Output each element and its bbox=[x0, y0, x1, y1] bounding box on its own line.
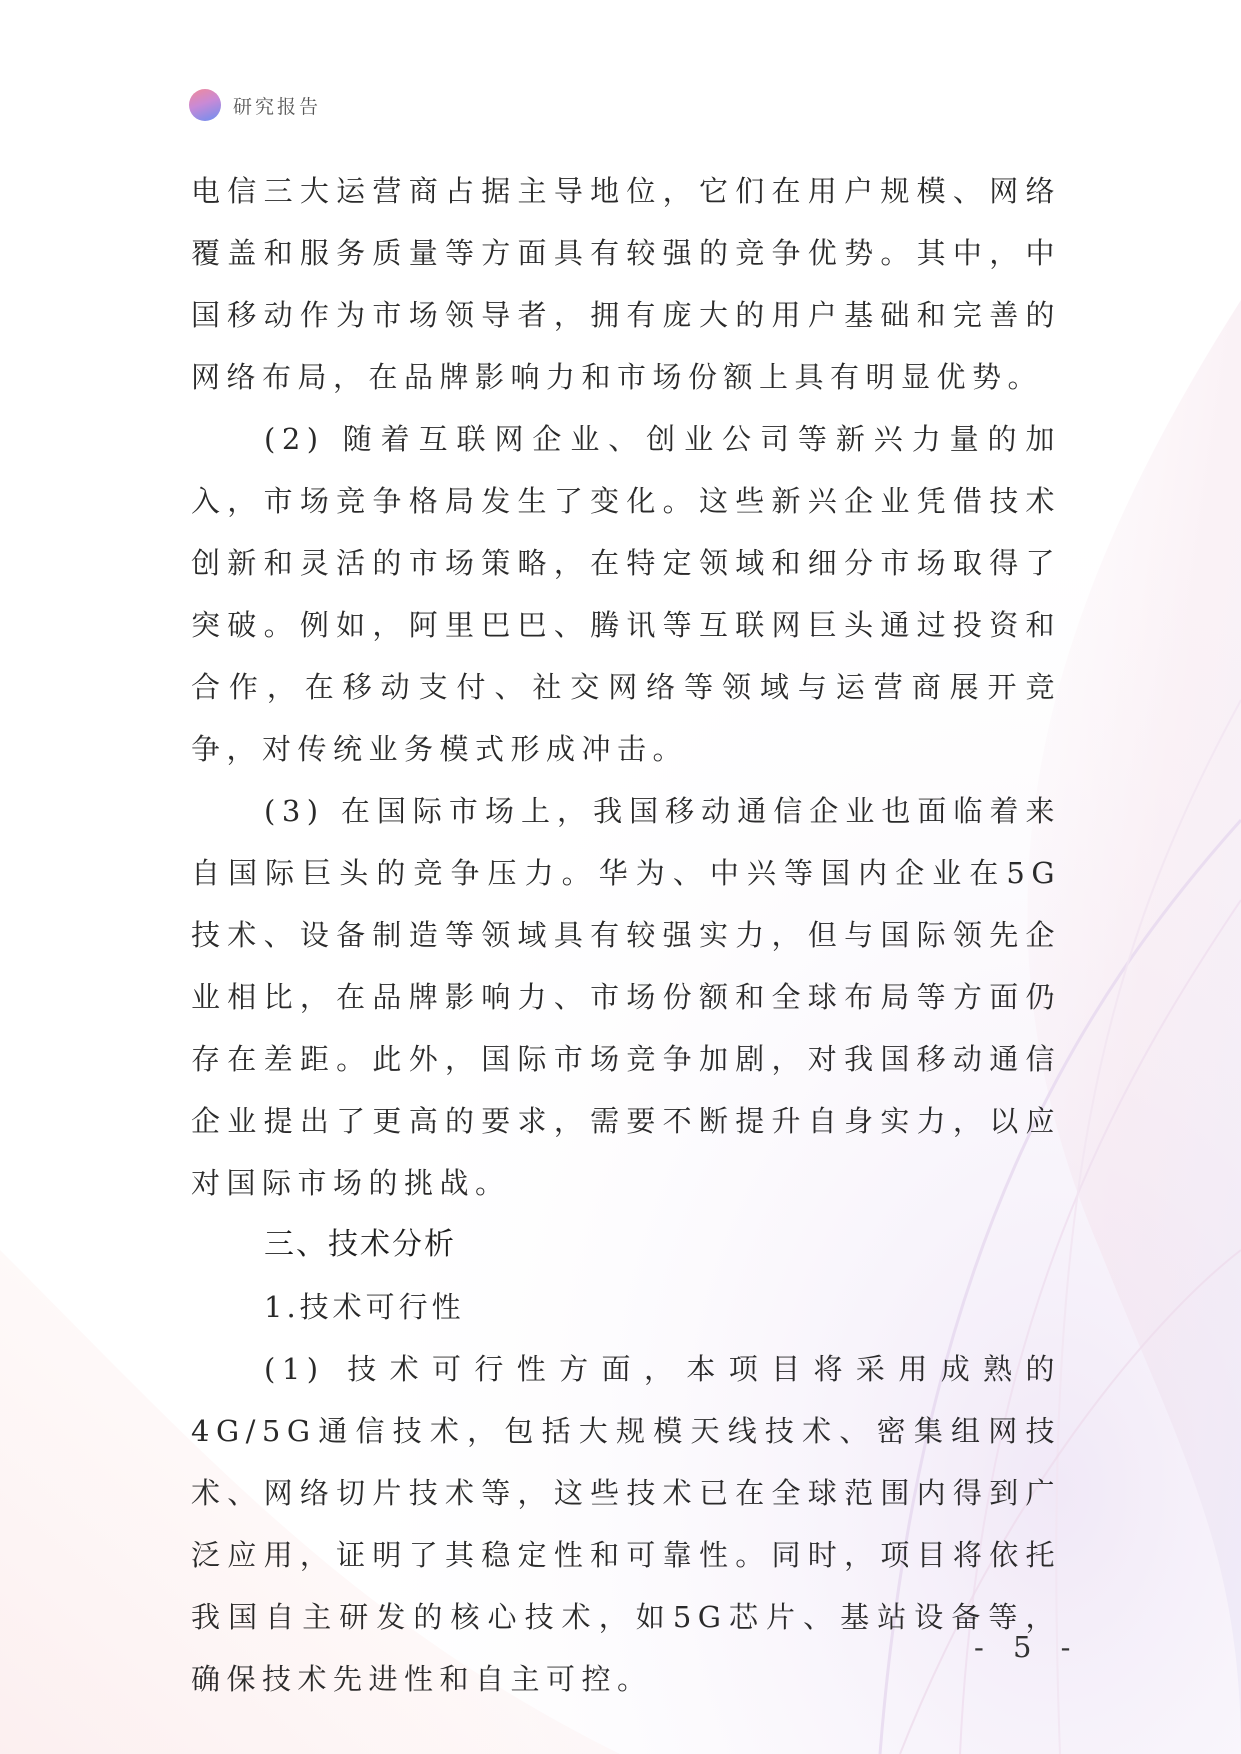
paragraph-2: (2) 随着互联网企业、创业公司等新兴力量的加入，市场竞争格局发生了变化。这些新兴企业凭借技术创新和灵活的市场策略，在特定领域和细分市场取得了突破。例如，阿里巴巴、腾讯等互联网巨头通过投资和合作，在移动支付、社交网络等领域与运营商展开竞争，对传统业务模式形成冲击。 bbox=[191, 422, 1061, 766]
subsection-heading: 1.技术可行性 bbox=[264, 1290, 465, 1324]
page-number: - 5 - bbox=[974, 1630, 1081, 1664]
paragraph-3: (3) 在国际市场上，我国移动通信企业也面临着来自国际巨头的竞争压力。华为、中兴等国内企业在5G技术、设备制造等领域具有较强实力，但与国际领先企业相比，在品牌影响力、市场份额和全球布局等方面仍存在差距。此外，国际市场竞争加剧，对我国移动通信企业提出了更高的要求，需要不断提升自身实力，以应对国际市场的挑战。 bbox=[191, 794, 1061, 1200]
report-logo-icon bbox=[189, 89, 221, 121]
header-title: 研究报告 bbox=[233, 95, 322, 118]
document-header bbox=[189, 88, 321, 122]
section-heading: 三、技术分析 bbox=[264, 1227, 456, 1262]
paragraph-1: 电信三大运营商占据主导地位，它们在用户规模、网络覆盖和服务质量等方面具有较强的竞争优势。其中，中国移动作为市场领导者，拥有庞大的用户基础和完善的网络布局，在品牌影响力和市场份额上具有明显优势。 bbox=[191, 174, 1061, 394]
document-body bbox=[191, 160, 1061, 1710]
paragraph-4: (1) 技术可行性方面，本项目将采用成熟的4G/5G通信技术，包括大规模天线技术、密集组网技术、网络切片技术等，这些技术已在全球范围内得到广泛应用，证明了其稳定性和可靠性。同时，项目将依托我国自主研发的核心技术，如5G芯片、基站设备等，确保技术先进性和自主可控。 bbox=[191, 1352, 1061, 1696]
